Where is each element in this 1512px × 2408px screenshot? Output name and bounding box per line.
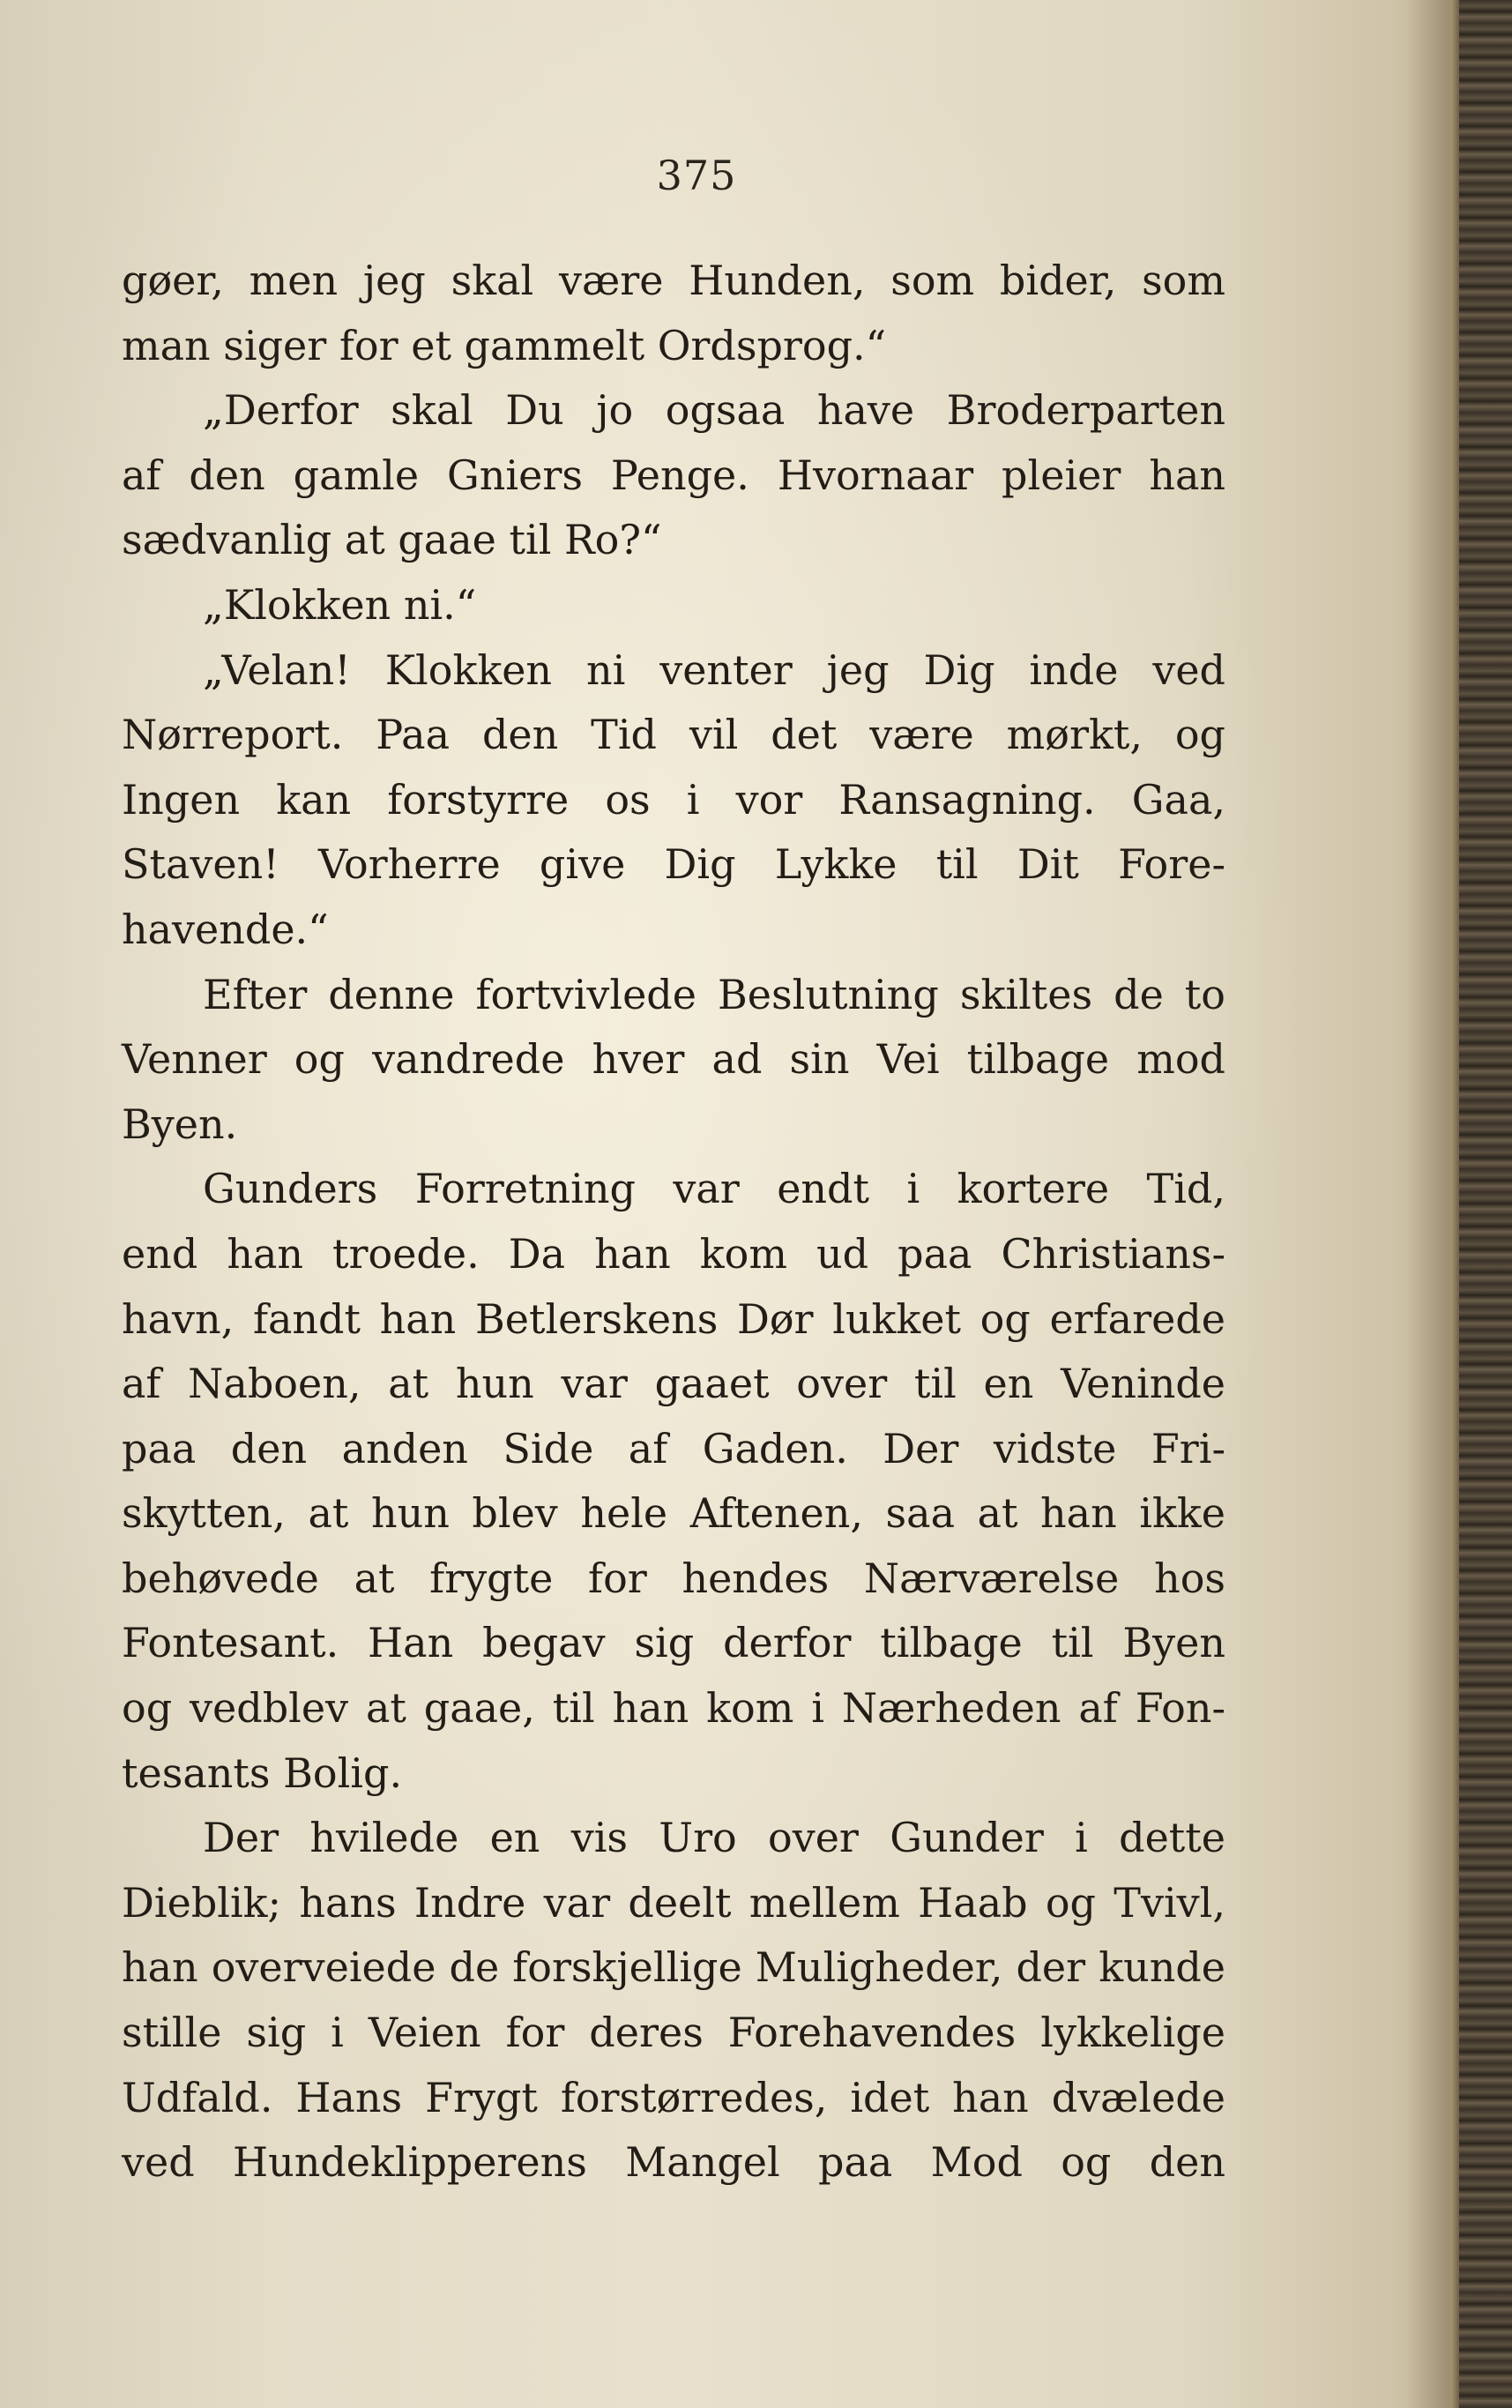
text-line: og vedblev at gaae, til han kom i Nærheden af Fon-	[122, 1684, 1225, 1733]
book-page-edge	[1450, 0, 1512, 2408]
text-line: af den gamle Gniers Penge. Hvornaar pleier han	[122, 451, 1225, 499]
text-line: Gunders Forretning var endt i kortere Tid,	[203, 1165, 1225, 1213]
text-line: „Derfor skal Du jo ogsaa have Broderparten	[203, 386, 1225, 435]
text-line: man siger for et gammelt Ordsprog.“	[122, 321, 887, 369]
text-line: Der hvilede en vis Uro over Gunder i dette	[203, 1814, 1225, 1862]
text-line: Udfald. Hans Frygt forstørredes, idet han dvælede	[122, 2073, 1225, 2121]
body-text	[122, 249, 1225, 2196]
text-line: han overveiede de forskjellige Muligheder, der kunde	[122, 1943, 1225, 1992]
text-line: stille sig i Veien for deres Forehavendes lykkelige	[122, 2009, 1225, 2057]
text-line: end han troede. Da han kom ud paa Christians-	[122, 1229, 1225, 1278]
text-line: behøvede at frygte for hendes Nærværelse hos	[122, 1554, 1225, 1602]
text-line: af Naboen, at hun var gaaet over til en Veninde	[122, 1360, 1225, 1408]
text-line: Dieblik; hans Indre var deelt mellem Haab og Tvivl,	[122, 1878, 1225, 1927]
text-line: gøer, men jeg skal være Hunden, som bider, som	[122, 257, 1225, 304]
text-line: Byen.	[122, 1100, 238, 1148]
text-line: paa den anden Side af Gaden. Der vidste Fri-	[122, 1424, 1225, 1472]
text-line: skytten, at hun blev hele Aftenen, saa at han ikke	[122, 1489, 1225, 1538]
page-number: 375	[656, 152, 737, 199]
text-line: „Velan! Klokken ni venter jeg Dig inde ved	[203, 645, 1225, 694]
text-line: Efter denne fortvivlede Beslutning skiltes de to	[203, 970, 1225, 1018]
text-line: havende.“	[122, 905, 329, 953]
text-line: Ingen kan forstyrre os i vor Ransagning. Gaa,	[122, 775, 1225, 824]
text-line: Staven! Vorherre give Dig Lykke til Dit Fore-	[122, 840, 1225, 889]
text-line: tesants Bolig.	[122, 1748, 403, 1797]
text-line: Nørreport. Paa den Tid vil det være mørkt, og	[122, 711, 1225, 759]
text-line: „Klokken ni.“	[203, 580, 477, 629]
text-line: Venner og vandrede hver ad sin Vei tilbage mod	[122, 1035, 1225, 1084]
text-line: Fontesant. Han begav sig derfor tilbage til Byen	[122, 1619, 1225, 1667]
text-line: sædvanlig at gaae til Ro?“	[122, 516, 662, 564]
text-line: ved Hundeklipperens Mangel paa Mod og den	[122, 2138, 1225, 2187]
text-line: havn, fandt han Betlerskens Dør lukket og erfarede	[122, 1294, 1225, 1343]
